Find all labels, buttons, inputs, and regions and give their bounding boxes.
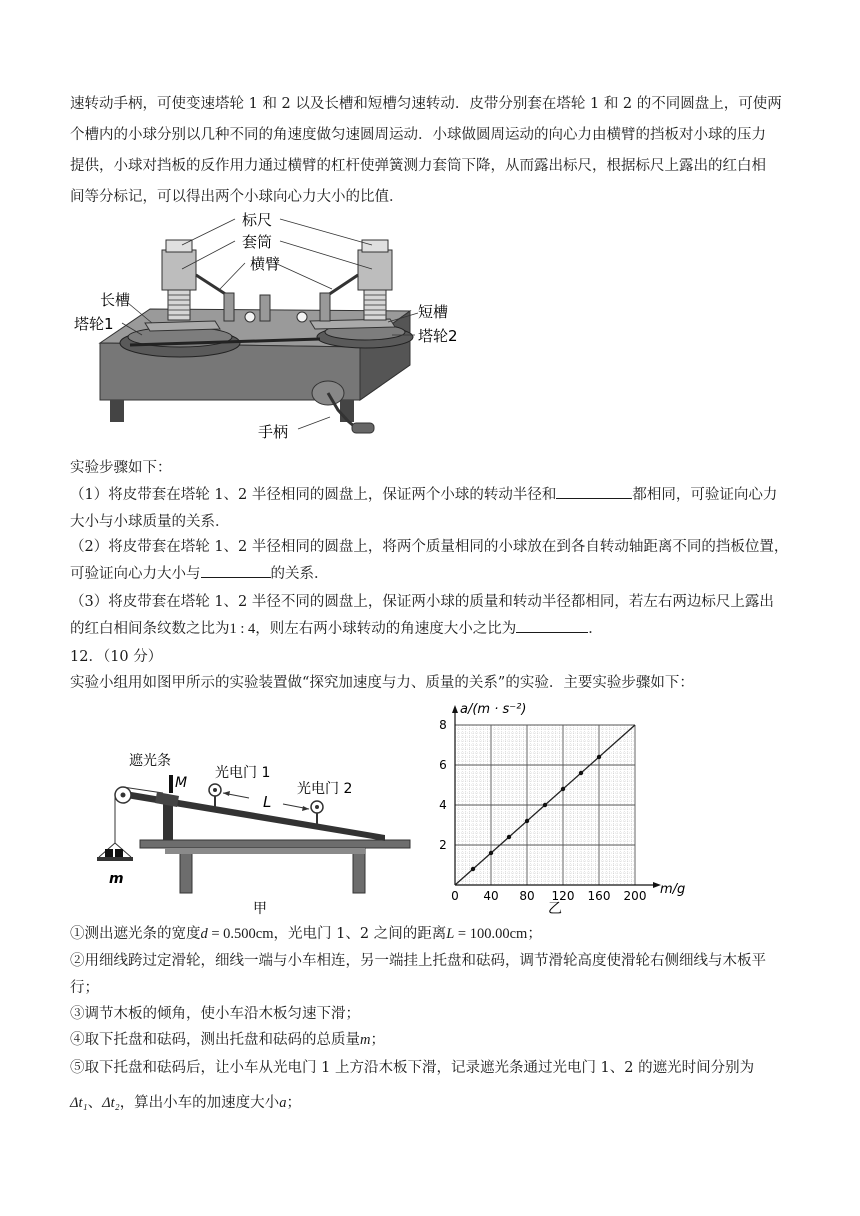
label-sleeve: 套筒 <box>242 233 273 251</box>
step3-answer-blank[interactable] <box>516 618 588 633</box>
step1-answer-blank[interactable] <box>556 484 632 499</box>
step2-line2 <box>70 563 329 584</box>
data-point <box>489 851 493 855</box>
figure-jia-apparatus <box>85 745 415 920</box>
y-tick-label: 8 <box>439 718 447 732</box>
proc5-sep: 、 <box>87 1095 103 1111</box>
step1-text-a: （1）将皮带套在塔轮 1、2 半径相同的圆盘上，保证两个小球的转动半径和 <box>70 487 557 503</box>
x-tick-label: 120 <box>551 889 575 903</box>
proc5-text-b: ，算出小车的加速度大小 <box>119 1095 280 1111</box>
label-arm: 横臂 <box>250 255 281 273</box>
proc5-text-c: ； <box>286 1095 301 1111</box>
step3-text-b: ，则左右两小球转动的角速度大小之比为 <box>255 621 517 637</box>
y-tick-label: 6 <box>439 758 447 772</box>
label-cart-M: M <box>175 775 188 791</box>
proc1-var-d: d <box>200 926 208 942</box>
label-wheel2: 塔轮2 <box>418 327 458 345</box>
step2-answer-blank[interactable] <box>201 563 271 578</box>
intro-line-4: 间等分标记，可以得出两个小球向心力大小的比值． <box>70 189 404 205</box>
y-tick-label: 4 <box>439 798 447 812</box>
step2-line1: （2）将皮带套在塔轮 1、2 半径相同的圆盘上，将两个质量相同的小球放在到各自转动轴距离不同的挡板位置， <box>70 539 789 555</box>
q12-header: 12．（10 分） <box>70 649 163 665</box>
data-point <box>561 787 565 791</box>
label-m: m <box>109 871 124 887</box>
proc1-text-b: ，光电门 1、2 之间的距离 <box>273 926 447 942</box>
step1-text-b: 都相同，可验证向心力 <box>632 487 778 503</box>
label-long-slot: 长槽 <box>100 291 131 309</box>
label-handle: 手柄 <box>258 423 289 441</box>
chart-x-axis-label: m/g <box>660 882 686 897</box>
y-axis-arrow <box>452 705 458 713</box>
proc-step3: ③调节木板的倾角，使小车沿木板匀速下滑； <box>70 1006 360 1022</box>
label-gate1: 光电门 1 <box>215 765 271 781</box>
label-shade-strip: 遮光条 <box>129 753 171 769</box>
proc-step2-line1: ②用细线跨过定滑轮，细线一端与小车相连，另一端挂上托盘和砝码，调节滑轮高度使滑轮右侧细线与木板平 <box>70 953 766 969</box>
proc1-L-value: = 100.00cm <box>454 926 528 942</box>
data-point <box>543 803 547 807</box>
chart-caption: 乙 <box>548 901 562 917</box>
intro-line-3: 提供，小球对挡板的反作用力通过横臂的杠杆使弹簧测力套筒下降，从而露出标尺，根据标尺上露出的红白相 <box>70 158 766 174</box>
x-tick-label: 80 <box>519 889 535 903</box>
proc5-dt1: Δt₁ <box>70 1095 88 1111</box>
intro-line-1: 速转动手柄，可使变速塔轮 1 和 2 以及长槽和短槽匀速转动．皮带分别套在塔轮 1 和 2 的不同圆盘上，可使两 <box>70 96 782 112</box>
label-scale: 标尺 <box>242 211 273 229</box>
x-tick-label: 200 <box>623 889 647 903</box>
step3-line2 <box>70 618 603 639</box>
proc4-text-a: ④取下托盘和砝码，测出托盘和砝码的总质量 <box>70 1032 360 1048</box>
x-tick-label: 0 <box>451 889 459 903</box>
data-point <box>525 819 529 823</box>
proc1-d-value: = 0.500cm <box>207 926 274 942</box>
step3-ratio: 1 : 4 <box>229 621 256 637</box>
y-tick-label: 2 <box>439 838 447 852</box>
intro-line-2: 个槽内的小球分别以几种不同的角速度做匀速圆周运动．小球做圆周运动的向心力由横臂的挡板对小球的压力 <box>70 127 766 143</box>
data-point <box>579 771 583 775</box>
proc4-var-m: m <box>360 1032 371 1048</box>
chart-y-axis-label: a/(m · s⁻²) <box>460 702 527 717</box>
centripetal-apparatus-figure <box>70 205 470 445</box>
label-wheel1: 塔轮1 <box>74 315 114 333</box>
proc5-var-a: a <box>279 1095 287 1111</box>
proc1-text-a: ①测出遮光条的宽度 <box>70 926 201 942</box>
proc-step1 <box>70 924 542 944</box>
figure-jia-caption: 甲 <box>253 901 267 917</box>
q12-intro: 实验小组用如图甲所示的实验装置做“探究加速度与力、质量的关系”的实验．主要实验步骤如下： <box>70 675 694 691</box>
x-tick-label: 160 <box>587 889 611 903</box>
label-short-slot: 短槽 <box>418 303 449 321</box>
steps-heading: 实验步骤如下： <box>70 460 172 476</box>
proc-step4 <box>70 1030 385 1050</box>
acceleration-mass-chart <box>430 695 695 920</box>
proc5-dt2: Δt₂ <box>102 1095 120 1111</box>
proc-step2-line2: 行； <box>70 980 99 996</box>
x-tick-label: 40 <box>483 889 499 903</box>
chart-tick-labels <box>439 718 646 903</box>
step3-line1: （3）将皮带套在塔轮 1、2 半径不同的圆盘上，保证两小球的质量和转动半径都相同，若左右两边标尺上露出 <box>70 594 774 610</box>
proc1-var-L: L <box>446 926 455 942</box>
step2-text-a: 可验证向心力大小与 <box>70 566 201 582</box>
step1-line1 <box>70 484 777 505</box>
proc1-text-c: ； <box>527 926 542 942</box>
label-L: L <box>263 793 272 811</box>
step3-text-c: ． <box>588 621 603 637</box>
data-point <box>597 755 601 759</box>
step2-text-b: 的关系． <box>270 566 329 582</box>
proc-step5-line2 <box>70 1093 301 1113</box>
step3-text-a: 的红白相间条纹数之比为 <box>70 621 230 637</box>
data-point <box>507 835 511 839</box>
label-gate2: 光电门 2 <box>297 781 353 797</box>
proc4-text-b: ； <box>370 1032 385 1048</box>
data-point <box>471 867 475 871</box>
step1-line2: 大小与小球质量的关系． <box>70 514 230 530</box>
proc-step5-line1: ⑤取下托盘和砝码后，让小车从光电门 1 上方沿木板下滑，记录遮光条通过光电门 1、2 的遮光时间分别为 <box>70 1060 755 1076</box>
